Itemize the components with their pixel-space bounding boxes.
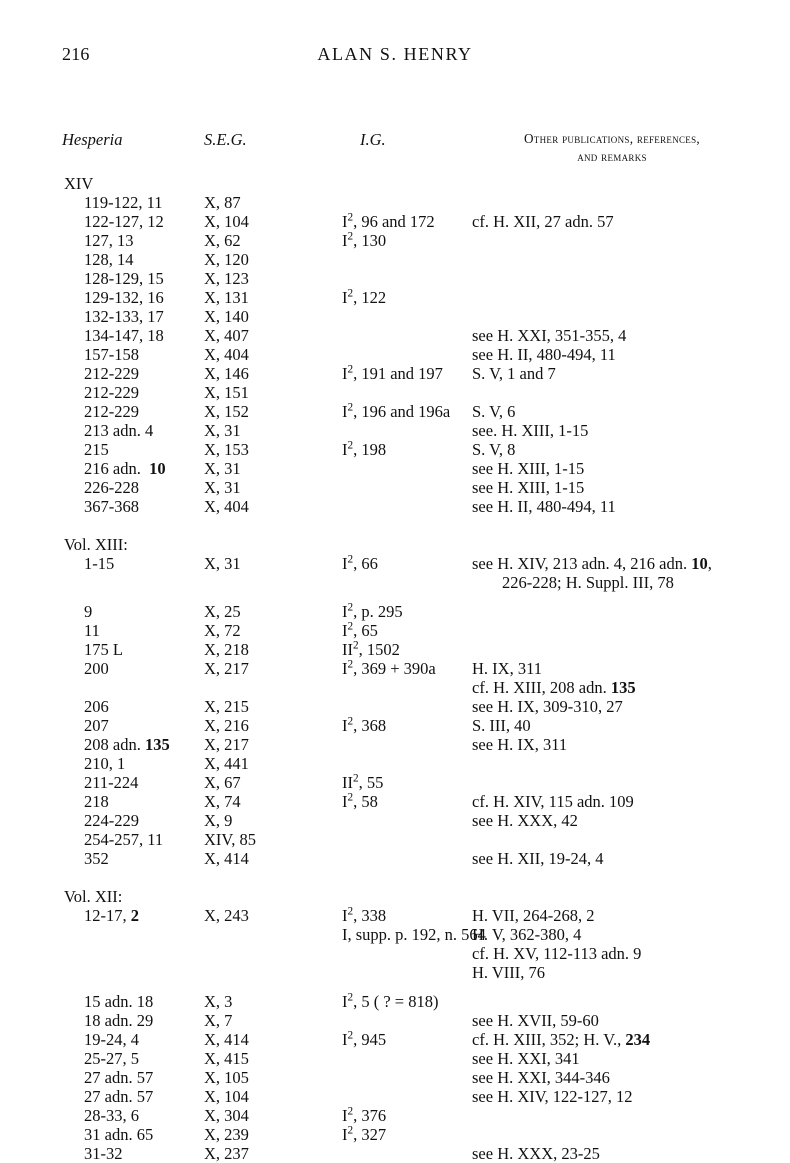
- cell-ig: $I^2$, 376: [342, 1105, 387, 1125]
- table-row: [62, 621, 752, 640]
- cell-seg: X, 31: [204, 421, 241, 440]
- concordance-table: [62, 130, 752, 1163]
- table-row: [62, 1049, 752, 1068]
- table-row: [62, 193, 752, 212]
- cell-ig: $I^2$, 5 ( ? = 818): [342, 991, 439, 1011]
- cell-hesperia: 129-132, 16: [84, 288, 164, 307]
- section-heading: Vol. XIII:: [64, 535, 128, 554]
- table-row: [62, 992, 752, 1011]
- cell-other: H. V, 362-380, 4: [472, 925, 582, 944]
- cell-hesperia: 134-147, 18: [84, 326, 164, 345]
- cell-seg: X, 404: [204, 345, 249, 364]
- table-row: [62, 478, 752, 497]
- cell-hesperia: 9: [84, 602, 93, 621]
- page-number: 216: [62, 44, 90, 64]
- cell-hesperia: 122-127, 12: [84, 212, 164, 231]
- table-row: [62, 364, 752, 383]
- cell-other: S. V, 1 and 7: [472, 364, 556, 383]
- table-row: [62, 326, 752, 345]
- cell-seg: X, 31: [204, 554, 241, 573]
- cell-other: cf. H. XIII, 352; H. V., 234: [472, 1030, 651, 1049]
- cell-ig: $I^2$, 66: [342, 553, 378, 573]
- cell-hesperia: 15 adn. 18: [84, 992, 154, 1011]
- cell-seg: X, 407: [204, 326, 249, 345]
- cell-seg: X, 152: [204, 402, 249, 421]
- section-gap: [62, 868, 752, 887]
- table-row: [62, 811, 752, 830]
- cell-hesperia: 200: [84, 659, 109, 678]
- cell-other: see. H. XIII, 1-15: [472, 421, 589, 440]
- table-row: [62, 1125, 752, 1144]
- table-row: [62, 288, 752, 307]
- cell-other: see H. XII, 19-24, 4: [472, 849, 604, 868]
- table-row: [62, 716, 752, 735]
- table-row: [62, 231, 752, 250]
- table-row: [62, 497, 752, 516]
- table-row: [62, 1068, 752, 1087]
- row-gap: [62, 982, 752, 992]
- column-header-ig: I.G.: [360, 130, 386, 149]
- cell-seg: X, 72: [204, 621, 241, 640]
- cell-other: see H. XIII, 1-15: [472, 459, 585, 478]
- cell-other: see H. XIII, 1-15: [472, 478, 585, 497]
- cell-other: S. V, 8: [472, 440, 516, 459]
- table-row: [62, 659, 752, 678]
- cell-hesperia: 352: [84, 849, 109, 868]
- table-row: [62, 678, 752, 697]
- row-gap: [62, 592, 752, 602]
- cell-seg: X, 31: [204, 459, 241, 478]
- section-heading: XIV: [64, 174, 94, 193]
- cell-hesperia: 211-224: [84, 773, 139, 792]
- cell-seg: X, 9: [204, 811, 233, 830]
- cell-hesperia: 119-122, 11: [84, 193, 163, 212]
- cell-seg: X, 25: [204, 602, 241, 621]
- cell-ig: $I^2$, 945: [342, 1029, 387, 1049]
- cell-seg: X, 441: [204, 754, 249, 773]
- table-row: [62, 250, 752, 269]
- cell-hesperia: 31-32: [84, 1144, 123, 1163]
- running-title: ALAN S. HENRY: [317, 44, 473, 64]
- cell-hesperia: 128, 14: [84, 250, 134, 269]
- cell-seg: X, 217: [204, 659, 249, 678]
- cell-other: H. VII, 264-268, 2: [472, 906, 595, 925]
- table-row: [62, 345, 752, 364]
- cell-ig: $I^2$, 58: [342, 791, 378, 811]
- table-row: [62, 1030, 752, 1049]
- cell-seg: X, 414: [204, 1030, 249, 1049]
- table-row: [62, 440, 752, 459]
- table-row: [62, 906, 752, 925]
- cell-seg: X, 67: [204, 773, 241, 792]
- column-header-other-line1: Other publications, references,: [523, 131, 701, 146]
- cell-other: see H. IX, 311: [472, 735, 568, 754]
- column-header-hesperia: Hesperia: [62, 130, 123, 149]
- section-rows: [62, 906, 752, 1163]
- cell-other: H. IX, 311: [472, 659, 542, 678]
- table-row: [62, 1087, 752, 1106]
- cell-seg: X, 218: [204, 640, 249, 659]
- cell-seg: X, 74: [204, 792, 241, 811]
- cell-seg: X, 237: [204, 1144, 249, 1163]
- cell-hesperia: 11: [84, 621, 100, 640]
- table-row: [62, 1144, 752, 1163]
- cell-other: see H. II, 480-494, 11: [472, 497, 616, 516]
- cell-ig: $I^2$, 96 and 172: [342, 211, 435, 231]
- cell-seg: X, 239: [204, 1125, 249, 1144]
- cell-seg: X, 140: [204, 307, 249, 326]
- cell-hesperia: 216 adn. 10: [84, 459, 166, 478]
- cell-other: cf. H. XV, 112-113 adn. 9: [472, 944, 642, 963]
- cell-ig: $I^2$, 369 + 390a: [342, 658, 436, 678]
- cell-other: cf. H. XIII, 208 adn. 135: [472, 678, 636, 697]
- section-heading: Vol. XII:: [64, 887, 123, 906]
- cell-ig: $I^2$, 196 and 196a: [342, 401, 451, 421]
- cell-other: S. V, 6: [472, 402, 516, 421]
- table-row: [62, 554, 752, 573]
- cell-ig: $I^2$, 65: [342, 620, 378, 640]
- cell-ig: $II^2$, 1502: [342, 639, 400, 659]
- cell-other: see H. XXI, 341: [472, 1049, 580, 1068]
- column-header-other-line2: and remarks: [577, 148, 647, 164]
- column-header-other-publications: [472, 130, 752, 166]
- cell-seg: X, 216: [204, 716, 249, 735]
- table-row: [62, 925, 752, 944]
- cell-hesperia: 224-229: [84, 811, 139, 830]
- cell-hesperia: 18 adn. 29: [84, 1011, 154, 1030]
- cell-other: see H. XXI, 344-346: [472, 1068, 610, 1087]
- cell-other: see H. XVII, 59-60: [472, 1011, 599, 1030]
- cell-hesperia: 132-133, 17: [84, 307, 164, 326]
- table-row: [62, 269, 752, 288]
- section-gap: [62, 516, 752, 535]
- cell-seg: XIV, 85: [204, 830, 256, 849]
- table-row: [62, 697, 752, 716]
- cell-other: see H. XIV, 213 adn. 4, 216 adn. 10,: [472, 554, 712, 573]
- table-column-headers: [62, 130, 752, 174]
- table-row: [62, 383, 752, 402]
- cell-hesperia: 210, 1: [84, 754, 126, 773]
- cell-hesperia: 175 L: [84, 640, 123, 659]
- cell-other: H. VIII, 76: [472, 963, 546, 982]
- column-header-seg: S.E.G.: [204, 130, 247, 149]
- cell-hesperia: 19-24, 4: [84, 1030, 139, 1049]
- cell-hesperia: 218: [84, 792, 109, 811]
- cell-seg: X, 415: [204, 1049, 249, 1068]
- table-row: [62, 459, 752, 478]
- cell-seg: X, 146: [204, 364, 249, 383]
- cell-seg: X, 414: [204, 849, 249, 868]
- table-row: [62, 735, 752, 754]
- cell-ig: $I^2$, p. 295: [342, 601, 403, 621]
- cell-ig: $I^2$, 368: [342, 715, 387, 735]
- cell-ig: $I^2$, 338: [342, 905, 387, 925]
- cell-hesperia: 215: [84, 440, 109, 459]
- page-header: [0, 44, 790, 84]
- cell-seg: X, 153: [204, 440, 249, 459]
- cell-seg: X, 215: [204, 697, 249, 716]
- cell-seg: X, 105: [204, 1068, 249, 1087]
- table-row: [62, 944, 752, 963]
- cell-hesperia: 27 adn. 57: [84, 1087, 154, 1106]
- cell-hesperia: 207: [84, 716, 109, 735]
- cell-hesperia: 128-129, 15: [84, 269, 164, 288]
- table-row: [62, 402, 752, 421]
- table-row: [62, 792, 752, 811]
- cell-seg: X, 104: [204, 212, 249, 231]
- cell-hesperia: 28-33, 6: [84, 1106, 139, 1125]
- paper-page: [0, 44, 790, 1163]
- cell-other-continuation: 226-228; H. Suppl. III, 78: [502, 573, 674, 592]
- section-rows: [62, 554, 752, 868]
- cell-seg: X, 123: [204, 269, 249, 288]
- cell-hesperia: 212-229: [84, 364, 139, 383]
- cell-ig: I, supp. p. 192, n. 564: [342, 925, 486, 944]
- table-row: [62, 640, 752, 659]
- cell-hesperia: 212-229: [84, 383, 139, 402]
- cell-seg: X, 304: [204, 1106, 249, 1125]
- cell-other: see H. XXX, 23-25: [472, 1144, 600, 1163]
- table-row: [62, 1011, 752, 1030]
- cell-ig: $II^2$, 55: [342, 772, 384, 792]
- cell-other: see H. II, 480-494, 11: [472, 345, 616, 364]
- cell-other: see H. XXI, 351-355, 4: [472, 326, 627, 345]
- cell-seg: X, 120: [204, 250, 249, 269]
- cell-ig: $I^2$, 191 and 197: [342, 363, 443, 383]
- cell-other: see H. XIV, 122-127, 12: [472, 1087, 633, 1106]
- cell-seg: X, 62: [204, 231, 241, 250]
- cell-seg: X, 3: [204, 992, 233, 1011]
- cell-other: see H. XXX, 42: [472, 811, 578, 830]
- cell-seg: X, 217: [204, 735, 249, 754]
- cell-other: cf. H. XIV, 115 adn. 109: [472, 792, 634, 811]
- table-row: [62, 830, 752, 849]
- cell-seg: X, 31: [204, 478, 241, 497]
- table-row: [62, 573, 752, 592]
- cell-other: cf. H. XII, 27 adn. 57: [472, 212, 614, 231]
- cell-hesperia: 1-15: [84, 554, 115, 573]
- cell-other: S. III, 40: [472, 716, 531, 735]
- cell-hesperia: 212-229: [84, 402, 139, 421]
- cell-hesperia: 157-158: [84, 345, 139, 364]
- cell-ig: $I^2$, 327: [342, 1124, 387, 1144]
- cell-ig: $I^2$, 130: [342, 230, 387, 250]
- cell-hesperia: 254-257, 11: [84, 830, 164, 849]
- cell-hesperia: 12-17, 2: [84, 906, 139, 925]
- cell-hesperia: 213 adn. 4: [84, 421, 154, 440]
- cell-hesperia: 226-228: [84, 478, 139, 497]
- table-row: [62, 849, 752, 868]
- cell-seg: X, 151: [204, 383, 249, 402]
- cell-ig: $I^2$, 198: [342, 439, 387, 459]
- table-row: [62, 963, 752, 982]
- cell-seg: X, 404: [204, 497, 249, 516]
- table-row: [62, 307, 752, 326]
- section-rows: [62, 193, 752, 516]
- cell-hesperia: 27 adn. 57: [84, 1068, 154, 1087]
- cell-seg: X, 243: [204, 906, 249, 925]
- cell-hesperia: 208 adn. 135: [84, 735, 170, 754]
- cell-hesperia: 127, 13: [84, 231, 134, 250]
- cell-hesperia: 206: [84, 697, 109, 716]
- cell-hesperia: 25-27, 5: [84, 1049, 139, 1068]
- cell-seg: X, 131: [204, 288, 249, 307]
- table-row: [62, 212, 752, 231]
- table-row: [62, 773, 752, 792]
- cell-hesperia: 31 adn. 65: [84, 1125, 154, 1144]
- table-row: [62, 421, 752, 440]
- cell-ig: $I^2$, 122: [342, 287, 387, 307]
- cell-other: see H. IX, 309-310, 27: [472, 697, 623, 716]
- table-row: [62, 602, 752, 621]
- cell-seg: X, 7: [204, 1011, 233, 1030]
- cell-seg: X, 104: [204, 1087, 249, 1106]
- cell-seg: X, 87: [204, 193, 241, 212]
- table-row: [62, 1106, 752, 1125]
- table-row: [62, 754, 752, 773]
- cell-hesperia: 367-368: [84, 497, 139, 516]
